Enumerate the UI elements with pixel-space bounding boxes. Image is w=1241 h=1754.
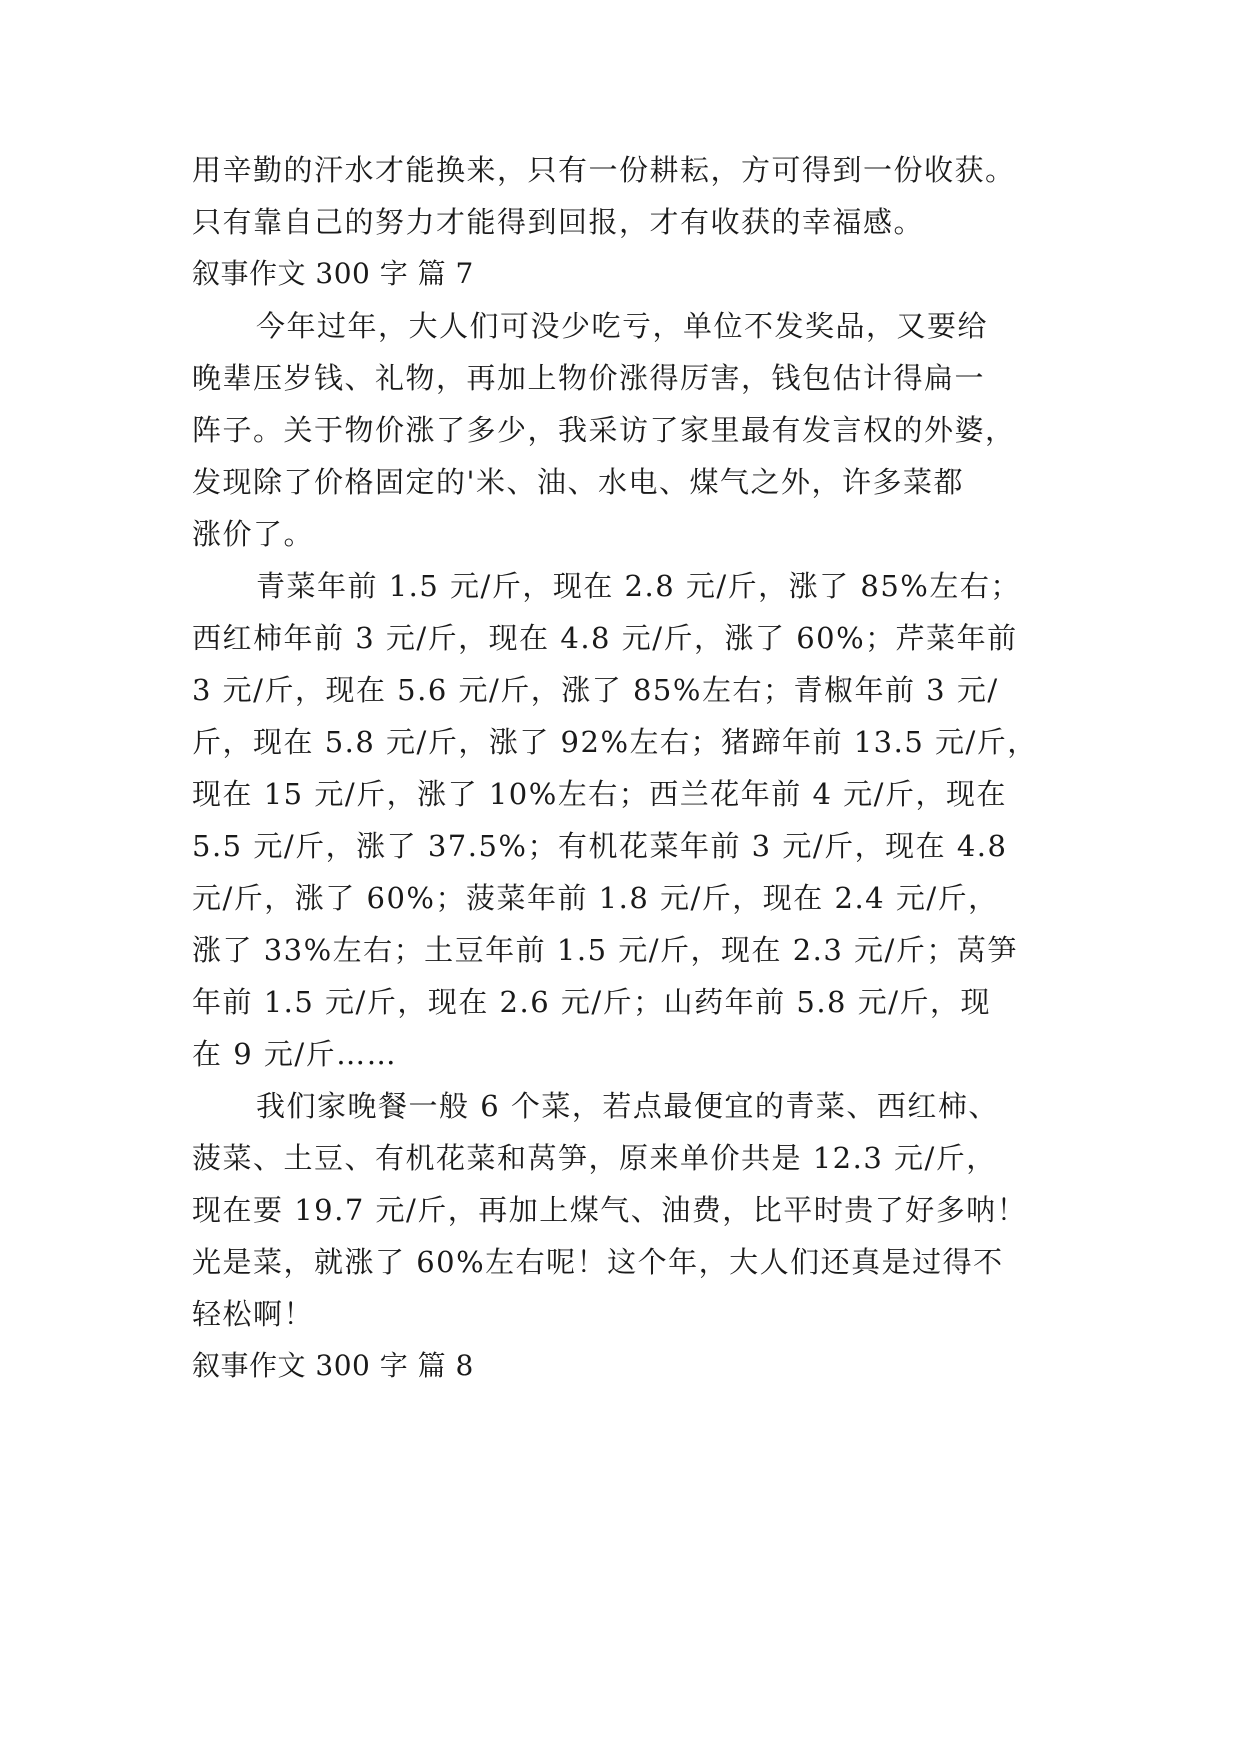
paragraph-first-line: 青菜年前 1.5 元/斤，现在 2.8 元/斤，涨了 85%左右；	[256, 569, 1021, 603]
text-line: 光是菜，就涨了 60%左右呢！这个年，大人们还真是过得不	[192, 1245, 1004, 1279]
text-line: 涨价了。	[192, 517, 315, 551]
text-line: 只有靠自己的努力才能得到回报，才有收获的幸福感。	[192, 205, 925, 239]
text-line: 发现除了价格固定的'米、油、水电、煤气之外，许多菜都	[192, 465, 964, 499]
text-line: 阵子。关于物价涨了多少，我采访了家里最有发言权的外婆，	[192, 413, 1016, 447]
text-line: 斤，现在 5.8 元/斤，涨了 92%左右；猪蹄年前 13.5 元/斤，	[192, 725, 1038, 759]
section-heading: 叙事作文 300 字 篇 7	[192, 257, 474, 290]
text-line: 西红柿年前 3 元/斤，现在 4.8 元/斤，涨了 60%；芹菜年前	[192, 621, 1018, 655]
text-line: 5.5 元/斤，涨了 37.5%；有机花菜年前 3 元/斤，现在 4.8	[192, 829, 1008, 863]
text-line: 3 元/斤，现在 5.6 元/斤，涨了 85%左右；青椒年前 3 元/	[192, 673, 999, 707]
text-line: 涨了 33%左右；土豆年前 1.5 元/斤，现在 2.3 元/斤；莴笋	[192, 933, 1018, 967]
text-line: 现在要 19.7 元/斤，再加上煤气、油费，比平时贵了好多呐！	[192, 1193, 1028, 1227]
text-line: 在 9 元/斤……	[192, 1037, 398, 1071]
text-line: 晚辈压岁钱、礼物，再加上物价涨得厉害，钱包估计得扁一	[192, 361, 986, 395]
text-line: 年前 1.5 元/斤，现在 2.6 元/斤；山药年前 5.8 元/斤，现	[192, 985, 991, 1019]
paragraph-first-line: 今年过年，大人们可没少吃亏，单位不发奖品，又要给	[256, 309, 989, 343]
paragraph-first-line: 我们家晚餐一般 6 个菜，若点最便宜的青菜、西红柿、	[256, 1089, 999, 1123]
text-line: 元/斤，涨了 60%；菠菜年前 1.8 元/斤，现在 2.4 元/斤，	[192, 881, 999, 915]
text-line: 菠菜、土豆、有机花菜和莴笋，原来单价共是 12.3 元/斤，	[192, 1141, 997, 1175]
text-line: 现在 15 元/斤，涨了 10%左右；西兰花年前 4 元/斤，现在	[192, 777, 1007, 811]
section-heading: 叙事作文 300 字 篇 8	[192, 1349, 474, 1382]
text-line: 轻松啊！	[192, 1297, 315, 1331]
text-line: 用辛勤的汗水才能换来，只有一份耕耘，方可得到一份收获。	[192, 153, 1016, 187]
